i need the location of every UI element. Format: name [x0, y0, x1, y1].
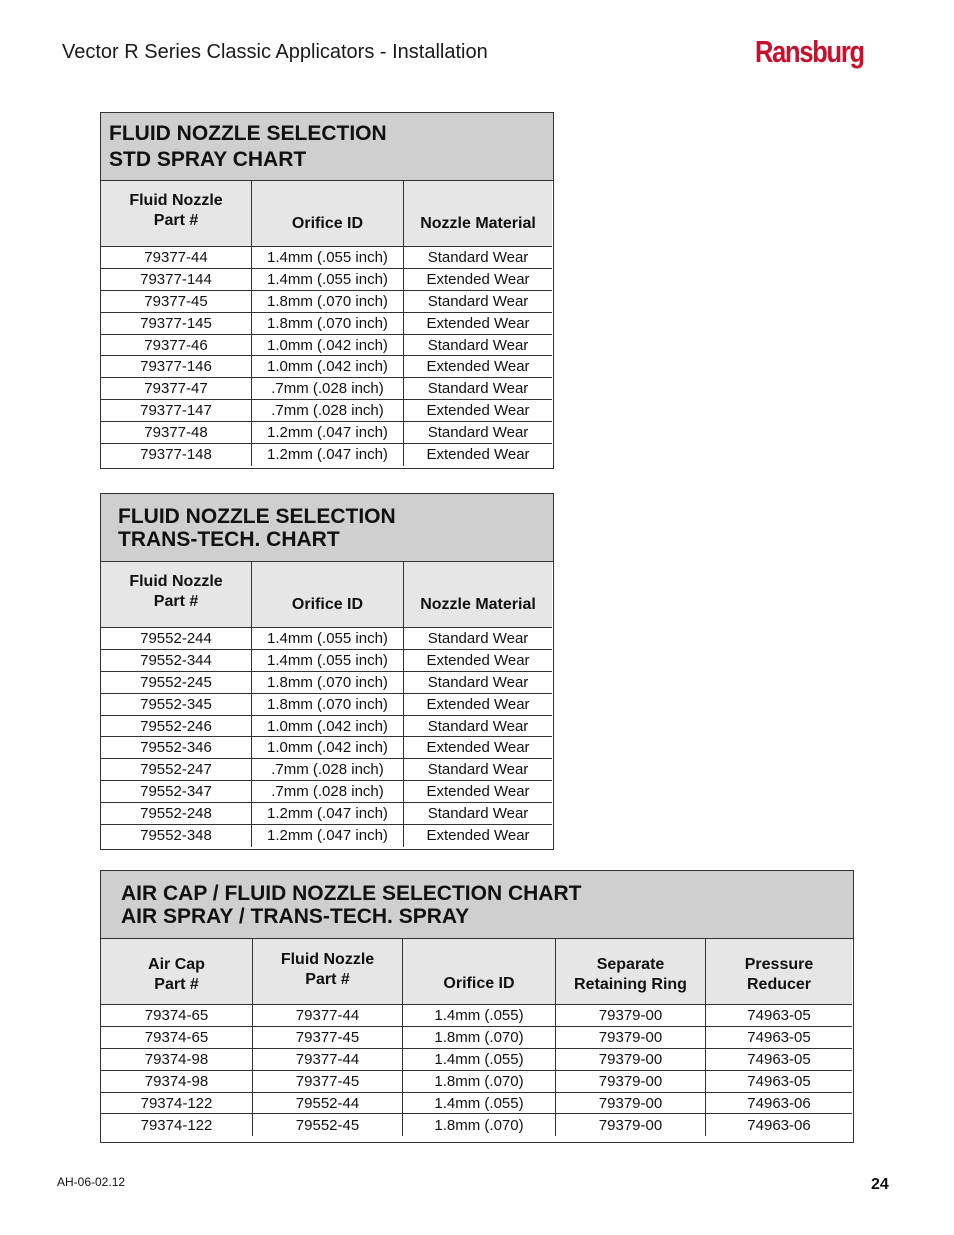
trans-table-cell: 79552-345: [101, 694, 252, 716]
aircap-header-reducer: [706, 939, 852, 1005]
aircap-table-cell: 74963-05: [706, 1071, 852, 1093]
std-table-cell: Extended Wear: [426, 446, 530, 464]
aircap-table-cell: 79552-45: [253, 1114, 403, 1136]
trans-table-cell: .7mm (.028 inch): [252, 781, 404, 803]
aircap-table-cell: 79374-122: [101, 1114, 253, 1136]
aircap-table-cell: 74963-05: [706, 1005, 852, 1027]
aircap-table-cell: 1.8mm (.070): [403, 1027, 556, 1049]
air-cap-chart: [100, 870, 854, 1143]
std-table-cell: Standard Wear: [404, 378, 552, 400]
aircap-header-orifice: [403, 939, 556, 1005]
trans-table-cell: Standard Wear: [404, 803, 552, 825]
aircap-table-cell: 1.4mm (.055): [403, 1049, 556, 1071]
trans-chart-table: [101, 562, 553, 847]
std-table-cell: Standard Wear: [404, 422, 552, 444]
std-table-cell: 79377-47: [101, 378, 252, 400]
aircap-table-cell: 79379-00: [556, 1049, 706, 1071]
trans-table-cell: Extended Wear: [404, 694, 552, 716]
trans-table-cell: Extended Wear: [404, 781, 552, 803]
aircap-table-cell: 79377-44: [253, 1049, 403, 1071]
std-chart-title-line1: FLUID NOZZLE SELECTION: [109, 121, 387, 145]
aircap-chart-table: [101, 939, 853, 1136]
std-table-cell: 79377-146: [101, 356, 252, 378]
aircap-header-aircap-text: Air Cap Part #: [148, 955, 205, 993]
aircap-table-cell: 79379-00: [556, 1027, 706, 1049]
trans-table-cell: 79552-248: [101, 803, 252, 825]
aircap-table-cell: 1.8mm (.070): [403, 1114, 556, 1136]
trans-table-cell: Standard Wear: [404, 628, 552, 650]
trans-table-cell: 79552-244: [101, 628, 252, 650]
aircap-table-cell: 79377-45: [253, 1027, 403, 1049]
aircap-table-cell: 79379-00: [556, 1093, 706, 1115]
trans-header-material-text: Nozzle Material: [420, 596, 536, 613]
trans-table-cell: 79552-344: [101, 650, 252, 672]
std-table-cell: .7mm (.028 inch): [252, 378, 404, 400]
page-number: 24: [871, 1176, 889, 1193]
aircap-header-orifice-text: Orifice ID: [443, 975, 515, 992]
trans-table-cell: Standard Wear: [404, 716, 552, 738]
aircap-table-cell: 79377-44: [253, 1005, 403, 1027]
std-table-cell: Extended Wear: [404, 313, 552, 335]
aircap-table-cell: 1.8mm (.070): [403, 1071, 556, 1093]
trans-chart-title-line1: FLUID NOZZLE SELECTION: [118, 504, 396, 528]
std-header-part: [101, 181, 252, 247]
brand-logo: Ransburg: [755, 34, 864, 69]
std-table-cell: 79377-44: [101, 247, 252, 269]
trans-table-cell: 79552-245: [101, 672, 252, 694]
std-table-cell: 79377-45: [101, 291, 252, 313]
trans-table-cell: Extended Wear: [404, 737, 552, 759]
trans-table-cell: 79552-347: [101, 781, 252, 803]
trans-header-part: [101, 562, 252, 628]
std-table-cell: Standard Wear: [404, 247, 552, 269]
aircap-header-ring: [556, 939, 706, 1005]
trans-table-cell: 1.8mm (.070 inch): [252, 694, 404, 716]
aircap-table-cell: 79374-65: [101, 1027, 253, 1049]
trans-table-cell: 1.4mm (.055 inch): [252, 650, 404, 672]
trans-header-orifice-text: Orifice ID: [291, 596, 364, 613]
trans-table-cell: Extended Wear: [404, 650, 552, 672]
std-header-orifice-text: Orifice ID: [291, 215, 364, 232]
std-header-material-text: Nozzle Material: [420, 215, 536, 232]
std-table-cell: 1.0mm (.042 inch): [252, 356, 404, 378]
aircap-table-cell: 79374-65: [101, 1005, 253, 1027]
trans-table-cell: 1.2mm (.047 inch): [252, 803, 404, 825]
trans-table-cell: 1.0mm (.042 inch): [252, 716, 404, 738]
std-header-material: [404, 181, 552, 247]
std-chart-title-line2: STD SPRAY CHART: [109, 147, 307, 171]
std-chart-title: [101, 113, 553, 181]
aircap-table-cell: 79374-122: [101, 1093, 253, 1115]
aircap-table-cell: 79552-44: [253, 1093, 403, 1115]
trans-table-cell: 79552-346: [101, 737, 252, 759]
trans-table-cell: .7mm (.028 inch): [252, 759, 404, 781]
aircap-table-cell: 74963-06: [747, 1116, 811, 1134]
trans-header-orifice: [252, 562, 404, 628]
trans-table-cell: Standard Wear: [404, 672, 552, 694]
aircap-table-cell: 79379-00: [556, 1114, 706, 1136]
trans-table-cell: Standard Wear: [404, 759, 552, 781]
page-title: Vector R Series Classic Applicators - Installation: [62, 41, 488, 63]
aircap-table-cell: 1.4mm (.055): [403, 1093, 556, 1115]
aircap-table-cell: 79379-00: [556, 1005, 706, 1027]
std-table-cell: 1.4mm (.055 inch): [252, 269, 404, 291]
std-table-cell: 79377-144: [101, 269, 252, 291]
aircap-chart-title: [101, 871, 853, 939]
trans-header-material: [404, 562, 552, 628]
trans-tech-chart: [100, 493, 554, 850]
trans-table-cell: Extended Wear: [426, 827, 530, 845]
trans-table-cell: 1.8mm (.070 inch): [252, 672, 404, 694]
std-table-cell: 79377-46: [101, 335, 252, 357]
trans-chart-title-line2: TRANS-TECH. CHART: [118, 527, 340, 551]
trans-table-cell: 1.4mm (.055 inch): [252, 628, 404, 650]
std-table-cell: Extended Wear: [404, 269, 552, 291]
std-table-cell: 1.2mm (.047 inch): [252, 444, 404, 466]
trans-table-cell: 1.2mm (.047 inch): [252, 825, 404, 847]
std-table-cell: 1.2mm (.047 inch): [252, 422, 404, 444]
std-table-cell: Standard Wear: [404, 291, 552, 313]
trans-table-cell: 79552-246: [101, 716, 252, 738]
std-table-cell: 79377-48: [101, 422, 252, 444]
aircap-table-cell: 74963-05: [706, 1049, 852, 1071]
std-chart-table: [101, 181, 553, 466]
trans-chart-title: [101, 494, 553, 562]
std-table-cell: Extended Wear: [404, 356, 552, 378]
std-table-cell: 1.4mm (.055 inch): [252, 247, 404, 269]
aircap-chart-title-line1: AIR CAP / FLUID NOZZLE SELECTION CHART: [121, 881, 582, 905]
document-code: AH-06-02.12: [57, 1175, 126, 1189]
aircap-table-cell: 74963-05: [706, 1027, 852, 1049]
aircap-table-cell: 1.4mm (.055): [403, 1005, 556, 1027]
aircap-table-cell: 79374-98: [101, 1071, 253, 1093]
trans-table-cell: 79552-247: [101, 759, 252, 781]
aircap-header-aircap: [101, 939, 253, 1005]
std-table-cell: 1.8mm (.070 inch): [252, 291, 404, 313]
std-header-part-text: Fluid Nozzle Part #: [129, 191, 223, 229]
aircap-header-nozzle: [253, 939, 403, 1005]
trans-header-part-text: Fluid Nozzle Part #: [129, 572, 223, 610]
std-table-cell: 79377-145: [101, 313, 252, 335]
std-spray-chart: [100, 112, 554, 469]
aircap-header-reducer-text: Pressure Reducer: [744, 955, 814, 993]
std-table-cell: 79377-147: [101, 400, 252, 422]
std-header-orifice: [252, 181, 404, 247]
aircap-header-ring-text: Separate Retaining Ring: [574, 955, 687, 993]
aircap-header-nozzle-text: Fluid Nozzle Part #: [280, 950, 375, 988]
aircap-table-cell: 79379-00: [556, 1071, 706, 1093]
trans-table-cell: 79552-348: [101, 825, 252, 847]
std-table-cell: 1.0mm (.042 inch): [252, 335, 404, 357]
std-table-cell: Extended Wear: [404, 400, 552, 422]
aircap-chart-title-line2: AIR SPRAY / TRANS-TECH. SPRAY: [121, 904, 470, 928]
std-table-cell: 79377-148: [101, 444, 252, 466]
std-table-cell: Standard Wear: [404, 335, 552, 357]
std-table-cell: .7mm (.028 inch): [252, 400, 404, 422]
aircap-table-cell: 79377-45: [253, 1071, 403, 1093]
std-table-cell: 1.8mm (.070 inch): [252, 313, 404, 335]
trans-table-cell: 1.0mm (.042 inch): [252, 737, 404, 759]
aircap-table-cell: 79374-98: [101, 1049, 253, 1071]
aircap-table-cell: 74963-06: [706, 1093, 852, 1115]
